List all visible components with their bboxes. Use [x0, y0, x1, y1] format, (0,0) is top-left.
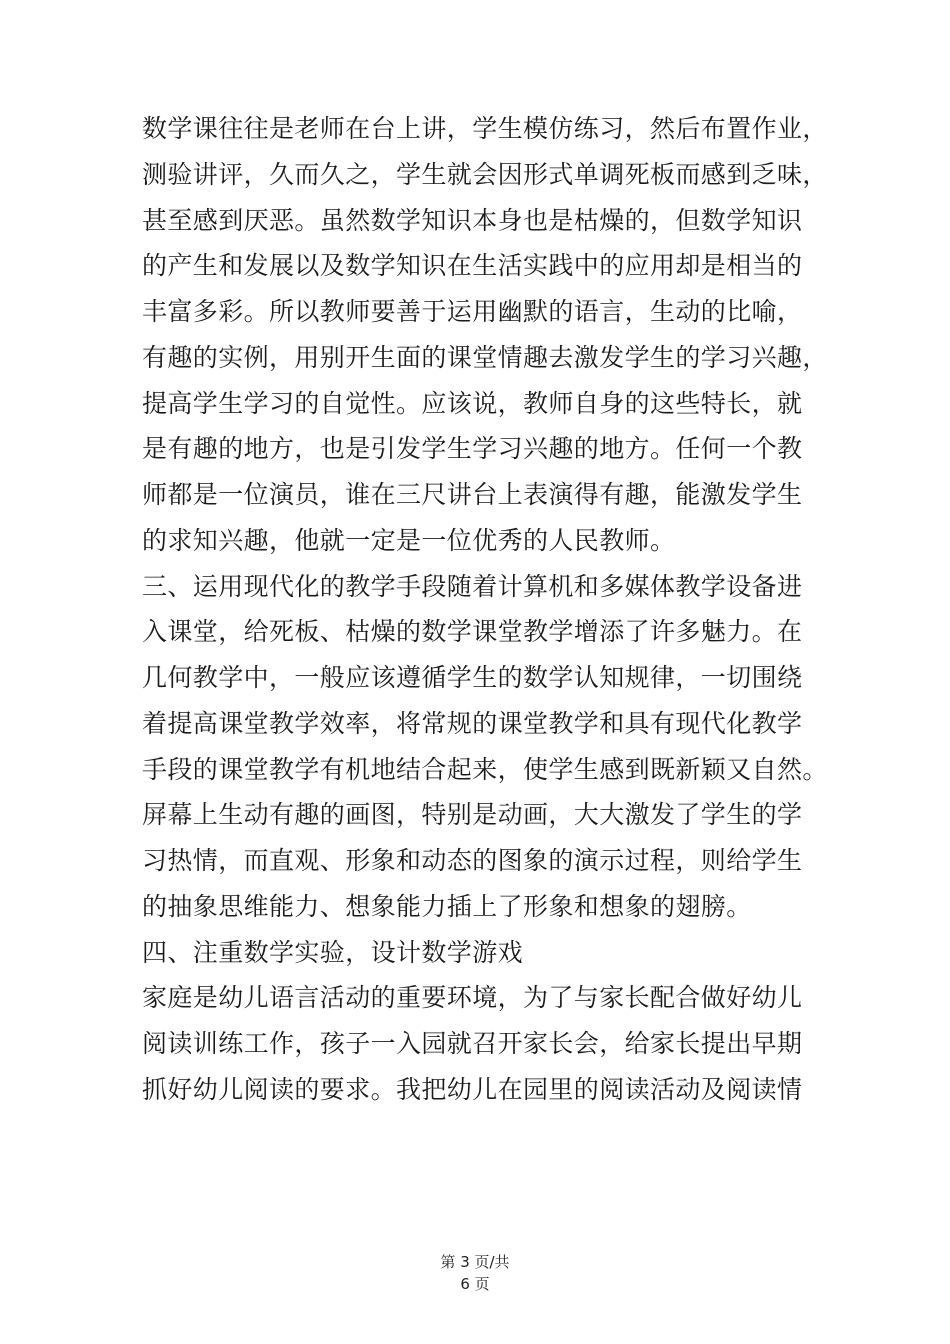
- text-line: 屏幕上生动有趣的画图，特别是动画，大大激发了学生的学: [142, 800, 803, 830]
- text-line: 几何教学中，一般应该遵循学生的数学认知规律，一切围绕: [142, 663, 803, 692]
- text-line: 测验讲评，久而久之，学生就会因形式单调死板而感到乏味，: [142, 159, 828, 189]
- text-line: 习热情，而直观、形象和动态的图象的演示过程，则给学生: [142, 846, 803, 875]
- text-line: 数学课往往是老师在台上讲，学生模仿练习，然后布置作业，: [142, 114, 828, 143]
- section-heading-line: 三、运用现代化的教学手段随着计算机和多媒体教学设备进: [142, 571, 803, 601]
- text-line: 是有趣的地方，也是引发学生学习兴趣的地方。任何一个教: [142, 434, 803, 464]
- text-line: 着提高课堂教学效率，将常规的课堂教学和具有现代化教学: [142, 708, 803, 738]
- text-line: 甚至感到厌恶。虽然数学知识本身也是枯燥的，但数学知识: [142, 205, 803, 235]
- section-heading: 四、注重数学实验，设计数学游戏: [142, 937, 524, 967]
- text-line: 家庭是幼儿语言活动的重要环境，为了与家长配合做好幼儿: [142, 983, 803, 1013]
- text-line: 有趣的实例，用别开生面的课堂情趣去激发学生的学习兴趣，: [142, 342, 828, 372]
- text-line: 的产生和发展以及数学知识在生活实践中的应用却是相当的: [142, 251, 803, 281]
- page-footer-line-1: 第 3 页/共: [440, 1253, 510, 1271]
- page-footer-line-2: 6 页: [460, 1275, 490, 1293]
- text-line: 阅读训练工作，孩子一入园就召开家长会，给家长提出早期: [142, 1029, 803, 1058]
- document-body: [142, 106, 842, 1113]
- text-line: 丰富多彩。所以教师要善于运用幽默的语言，生动的比喻，: [142, 297, 803, 326]
- text-line: 师都是一位演员，谁在三尺讲台上表演得有趣，能激发学生: [142, 480, 803, 509]
- text-line: 的求知兴趣，他就一定是一位优秀的人民教师。: [142, 525, 676, 555]
- text-line: 抓好幼儿阅读的要求。我把幼儿在园里的阅读活动及阅读情: [142, 1074, 803, 1104]
- text-line: 提高学生学习的自觉性。应该说，教师自身的这些特长，就: [142, 388, 803, 418]
- text-line: 入课堂，给死板、枯燥的数学课堂教学增添了许多魅力。在: [142, 617, 803, 647]
- text-line: 的抽象思维能力、想象能力插上了形象和想象的翅膀。: [142, 891, 752, 921]
- text-line: 手段的课堂教学有机地结合起来，使学生感到既新颖又自然。: [142, 754, 828, 784]
